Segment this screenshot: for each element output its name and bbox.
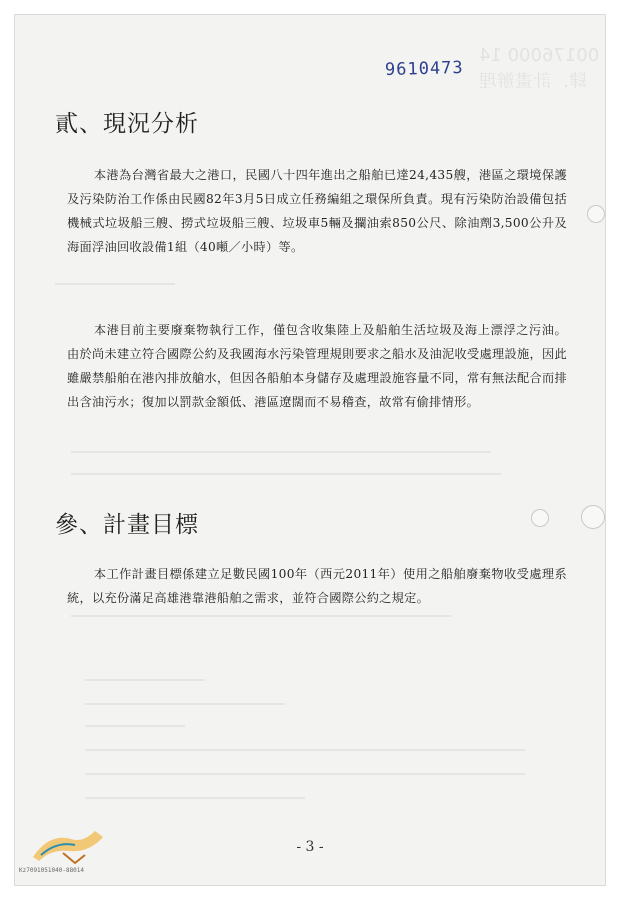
bleed-rule <box>85 749 525 751</box>
bleed-rule <box>71 473 501 475</box>
section-heading-status-analysis: 貳、現況分析 <box>55 111 199 137</box>
page-number: - 3 - <box>296 839 324 855</box>
bleed-rule <box>85 679 205 681</box>
bleed-rule <box>85 725 185 727</box>
punch-hole <box>587 205 605 223</box>
archive-code: Kz7091051040-88014 <box>19 867 85 874</box>
bleed-line: 00176000 14 <box>478 45 599 66</box>
document-page <box>14 14 606 886</box>
paragraph-plan-goal: 本工作計畫目標係建立足數民國100年（西元2011年）使用之船舶廢棄物收受處理系統，以充份滿足高雄港靠港船舶之需求，並符合國際公約之規定。 <box>67 567 567 605</box>
paragraph-port-overview: 本港為台灣省最大之港口，民國八十四年進出之船舶已達24,435艘，港區之環境保護及污染防治工作係由民國82年3月5日成立任務編組之環保所負責。現有污染防治設備包括機械式垃圾船三艘、撈式垃圾船三艘、垃圾車5輛及攔油索850公尺、除油劑3,500公升及海面浮油回收設備1組（40噸／小時）等。 <box>67 168 567 254</box>
bleed-rule <box>55 283 175 285</box>
punch-hole <box>531 509 549 527</box>
bleed-rule <box>85 797 305 799</box>
punch-hole <box>581 505 605 529</box>
section-heading-plan-goal: 參、計畫目標 <box>55 512 199 538</box>
bleed-rule <box>71 615 451 617</box>
document-stamp-number: 9610473 <box>384 57 464 81</box>
bleed-rule <box>85 703 285 705</box>
bleed-rule <box>71 451 491 453</box>
bleed-line: 肆．計畫辦理 <box>478 71 587 92</box>
bleed-through-text <box>479 43 599 95</box>
bleed-rule <box>85 773 525 775</box>
paragraph-waste-status: 本港目前主要廢棄物執行工作，僅包含收集陸上及船舶生活垃圾及海上漂浮之污油。由於尚未建立符合國際公約及我國海水污染管理規則要求之船水及油泥收受處理設施，因此雖嚴禁船舶在港內排放艙水，但因各船舶本身儲存及處理設施容量不同，常有無法配合而排出含油污水；復加以罰款金額低、港區遼闊而不易稽查，故常有偷排情形。 <box>67 323 567 409</box>
